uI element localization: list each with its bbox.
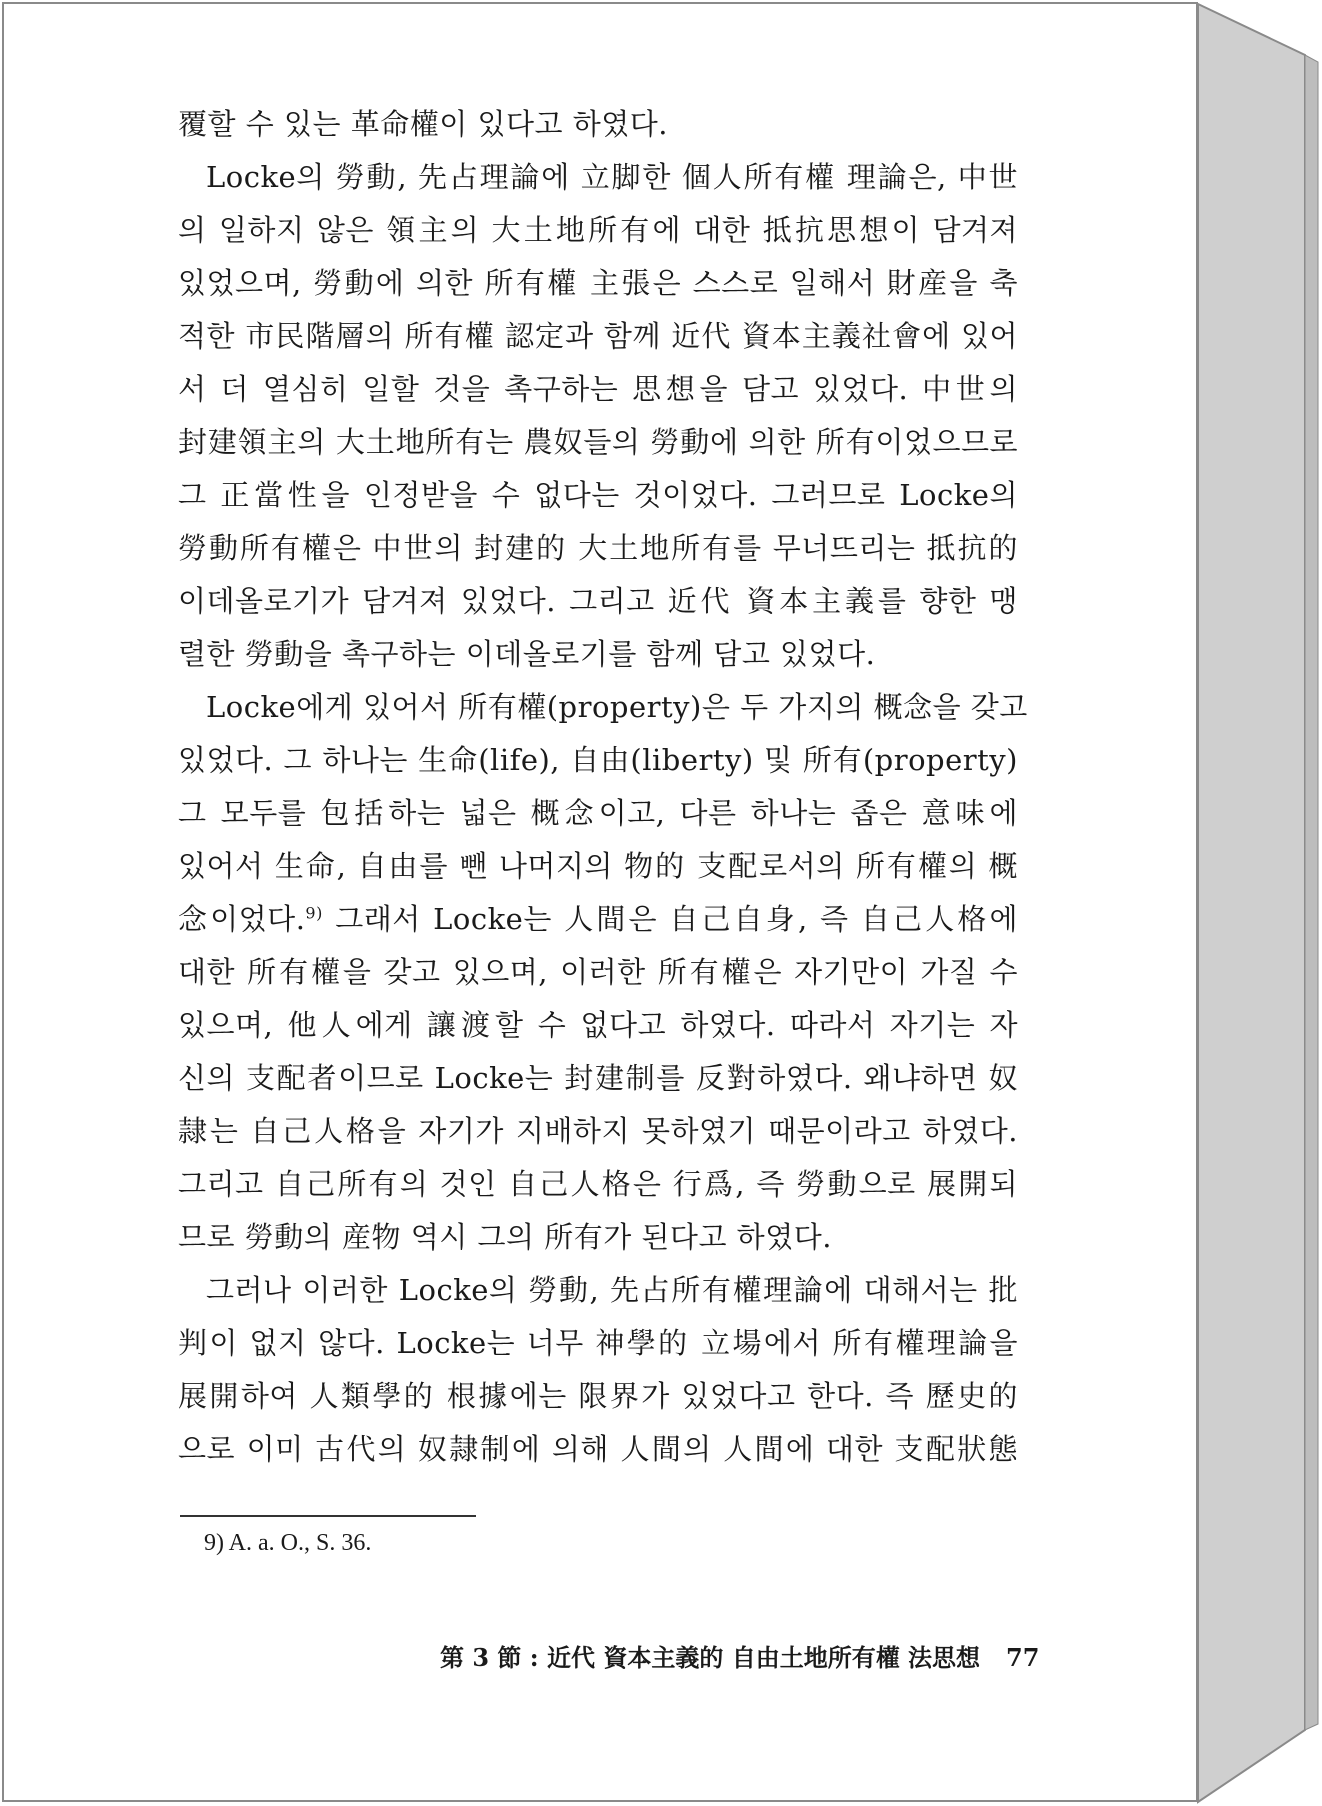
text-line: 므로 勞動의 産物 역시 그의 所有가 된다고 하였다. bbox=[178, 1220, 832, 1254]
footnote-reference: 9) bbox=[305, 903, 323, 923]
text-line: 서 더 열심히 일할 것을 촉구하는 思想을 담고 있었다. 中世의 bbox=[178, 372, 1018, 406]
text-line: 대한 所有權을 갖고 있으며, 이러한 所有權은 자기만이 가질 수 bbox=[178, 955, 1018, 989]
text-line: 그러나 이러한 Locke의 勞動, 先占所有權理論에 대해서는 批 bbox=[206, 1273, 1019, 1307]
text-line: 의 일하지 않은 領主의 大土地所有에 대한 抵抗思想이 담겨져 bbox=[178, 213, 1018, 247]
text-line: 封建領主의 大土地所有는 農奴들의 勞動에 의한 所有이었으므로 bbox=[178, 425, 1018, 459]
section-title: 第 3 節 : 近代 資本主義的 自由土地所有權 法思想 bbox=[440, 1643, 981, 1672]
text-line: 렬한 勞動을 촉구하는 이데올로기를 함께 담고 있었다. bbox=[178, 637, 876, 671]
footnote-divider bbox=[180, 1515, 476, 1517]
text-line: Locke에게 있어서 所有權(property)은 두 가지의 概念을 갖고 bbox=[206, 690, 1028, 724]
text-segment: 그래서 Locke는 人間은 自己自身, 즉 自己人格에 bbox=[335, 902, 1019, 936]
page-number: 77 bbox=[1006, 1643, 1040, 1672]
text-line: Locke의 勞動, 先占理論에 立脚한 個人所有權 理論은, 中世 bbox=[206, 160, 1018, 194]
text-line: 으로 이미 古代의 奴隷制에 의해 人間의 人間에 대한 支配狀態 bbox=[178, 1432, 1018, 1466]
footnote: 9) A. a. O., S. 36. bbox=[204, 1530, 372, 1556]
text-line: 있었으며, 勞動에 의한 所有權 主張은 스스로 일해서 財産을 축 bbox=[178, 266, 1018, 300]
running-footer bbox=[440, 1640, 1040, 1676]
text-line: 展開하여 人類學的 根據에는 限界가 있었다고 한다. 즉 歷史的 bbox=[178, 1379, 1018, 1413]
text-line: 신의 支配者이므로 Locke는 封建制를 反對하였다. 왜냐하면 奴 bbox=[178, 1061, 1018, 1095]
text-line: 이데올로기가 담겨져 있었다. 그리고 近代 資本主義를 향한 맹 bbox=[178, 584, 1018, 618]
text-segment: 念이었다. bbox=[178, 902, 306, 936]
text-line: 그 모두를 包括하는 넓은 概念이고, 다른 하나는 좁은 意味에 bbox=[178, 796, 1018, 830]
text-line: 그 正當性을 인정받을 수 없다는 것이었다. 그러므로 Locke의 bbox=[178, 478, 1018, 512]
text-line: 있었다. 그 하나는 生命(life), 自由(liberty) 및 所有(property) bbox=[178, 743, 1018, 777]
text-line: 그리고 自己所有의 것인 自己人格은 行爲, 즉 勞動으로 展開되 bbox=[178, 1167, 1018, 1201]
body-text bbox=[178, 98, 1028, 1476]
text-line: 적한 市民階層의 所有權 認定과 함께 近代 資本主義社會에 있어 bbox=[178, 319, 1018, 353]
text-line: 隷는 自己人格을 자기가 지배하지 못하였기 때문이라고 하였다. bbox=[178, 1114, 1018, 1148]
text-line: 있어서 生命, 自由를 뺀 나머지의 物的 支配로서의 所有權의 概 bbox=[178, 849, 1018, 883]
text-line: 勞動所有權은 中世의 封建的 大土地所有를 무너뜨리는 抵抗的 bbox=[178, 531, 1018, 565]
text-line-with-footnote bbox=[178, 893, 1018, 946]
text-line: 判이 없지 않다. Locke는 너무 神學的 立場에서 所有權理論을 bbox=[178, 1326, 1018, 1360]
text-line: 覆할 수 있는 革命權이 있다고 하였다. bbox=[178, 107, 668, 141]
text-line: 있으며, 他人에게 讓渡할 수 없다고 하였다. 따라서 자기는 자 bbox=[178, 1008, 1018, 1042]
